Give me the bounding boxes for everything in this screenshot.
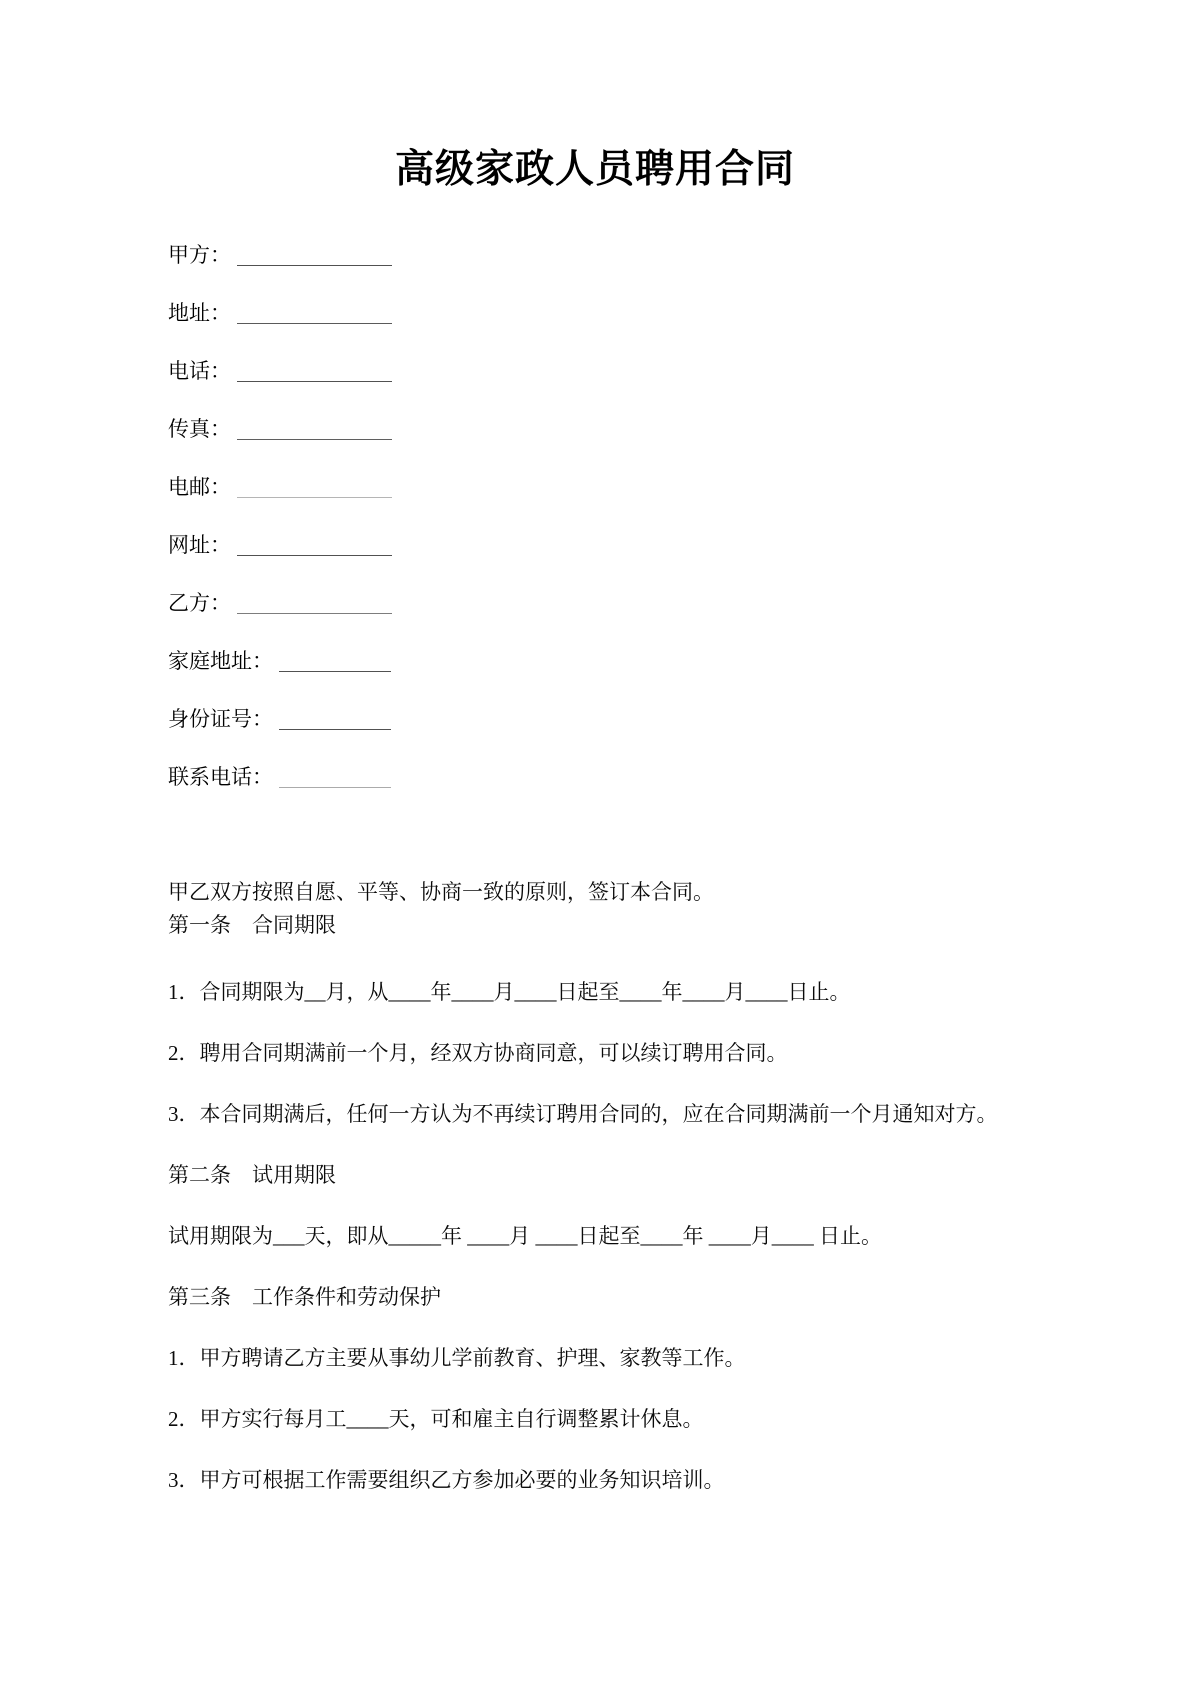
field-label-party-a: 甲方： (168, 243, 231, 267)
field-label-email: 电邮： (168, 475, 231, 499)
blank-underline-phone (237, 363, 392, 382)
field-label-party-b: 乙方： (168, 591, 231, 615)
field-row-email (168, 476, 1190, 498)
field-row-contact-phone (168, 766, 1190, 788)
article-3-heading: 第三条 工作条件和劳动保护 (168, 1285, 441, 1309)
intro-block (168, 876, 1190, 942)
field-label-fax: 传真： (168, 417, 231, 441)
article-3-item-3: 3．甲方可根据工作需要组织乙方参加必要的业务知识培训。 (168, 1468, 725, 1492)
intro-line: 甲乙双方按照自愿、平等、协商一致的原则，签订本合同。 (168, 880, 714, 904)
contract-title: 高级家政人员聘用合同 (394, 148, 795, 191)
field-row-fax (168, 418, 1190, 440)
blank-underline-home-address (279, 653, 391, 672)
blank-underline-party-a (237, 247, 392, 266)
blank-underline-fax (237, 421, 392, 440)
field-label-website: 网址： (168, 533, 231, 557)
article-1-item-1: 1．合同期限为__月，从____年____月____日起至____年____月____日止。 (168, 980, 851, 1004)
field-row-phone (168, 360, 1190, 382)
article-1-item-3: 3．本合同期满后，任何一方认为不再续订聘用合同的，应在合同期满前一个月通知对方。 (168, 1102, 998, 1126)
blank-underline-address (237, 305, 392, 324)
article-1-item-2: 2．聘用合同期满前一个月，经双方协商同意，可以续订聘用合同。 (168, 1041, 788, 1065)
blank-underline-party-b (237, 595, 392, 614)
field-row-home-address (168, 650, 1190, 672)
field-row-party-a (168, 244, 1190, 266)
field-label-id-number: 身份证号： (168, 707, 273, 731)
contract-body (168, 876, 1190, 1491)
blank-underline-contact-phone (279, 769, 391, 788)
article-3-item-2: 2．甲方实行每月工____天，可和雇主自行调整累计休息。 (168, 1407, 704, 1431)
field-row-address (168, 302, 1190, 324)
blank-underline-email (237, 479, 392, 498)
blank-underline-id-number (279, 711, 391, 730)
blank-underline-website (237, 537, 392, 556)
field-row-party-b (168, 592, 1190, 614)
field-row-website (168, 534, 1190, 556)
article-1-heading: 第一条 合同期限 (168, 913, 336, 937)
field-label-phone: 电话： (168, 359, 231, 383)
party-info-fields (168, 244, 1190, 788)
field-label-home-address: 家庭地址： (168, 649, 273, 673)
article-2-body: 试用期限为___天，即从_____年 ____月 ____日起至____年 ____月____ 日止。 (168, 1224, 882, 1248)
article-2-heading: 第二条 试用期限 (168, 1163, 336, 1187)
field-row-id-number (168, 708, 1190, 730)
article-3-item-1: 1．甲方聘请乙方主要从事幼儿学前教育、护理、家教等工作。 (168, 1346, 746, 1370)
field-label-contact-phone: 联系电话： (168, 765, 273, 789)
field-label-address: 地址： (168, 301, 231, 325)
